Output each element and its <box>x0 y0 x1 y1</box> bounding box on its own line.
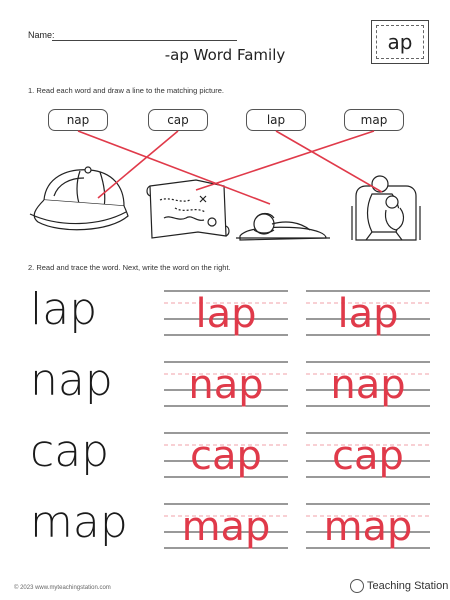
write-word-nap[interactable]: nap <box>330 362 406 408</box>
write-word-map[interactable]: map <box>323 504 413 550</box>
trace-word-cap[interactable]: cap <box>190 433 262 479</box>
word-box-label: map <box>360 113 388 127</box>
name-label: Name: <box>28 30 55 40</box>
word-box-label: nap <box>66 113 90 127</box>
copyright-text: © 2023 www.myteachingstation.com <box>14 585 111 591</box>
baseball-cap-picture <box>30 167 128 230</box>
word-box-label: cap <box>167 113 189 127</box>
trace-word-nap[interactable]: nap <box>188 362 264 408</box>
word-box-label: lap <box>266 113 286 127</box>
read-word-nap: nap <box>30 355 113 406</box>
badge-text: ap <box>376 25 424 59</box>
read-word-lap: lap <box>30 284 98 335</box>
match-line-lap <box>276 131 382 192</box>
treasure-map-picture <box>147 180 229 238</box>
page-title: -ap Word Family <box>164 46 286 64</box>
write-word-cap[interactable]: cap <box>332 433 404 479</box>
trace-word-lap[interactable]: lap <box>195 291 257 337</box>
read-word-cap: cap <box>30 426 110 477</box>
parent-with-child-on-lap-picture <box>352 176 420 240</box>
child-napping-picture <box>236 214 330 241</box>
brand-logo <box>350 579 448 593</box>
match-line-map <box>196 131 374 190</box>
matching-lines <box>78 131 382 204</box>
section1-instruction: 1. Read each word and draw a line to the matching picture. <box>28 86 224 95</box>
teaching-station-logo-icon <box>350 579 364 593</box>
write-word-lap[interactable]: lap <box>337 291 399 337</box>
brand-name: Teaching Station <box>367 580 449 592</box>
trace-word-map[interactable]: map <box>181 504 271 550</box>
read-word-map: map <box>30 497 128 548</box>
section2-instruction: 2. Read and trace the word. Next, write the word on the right. <box>28 263 231 272</box>
